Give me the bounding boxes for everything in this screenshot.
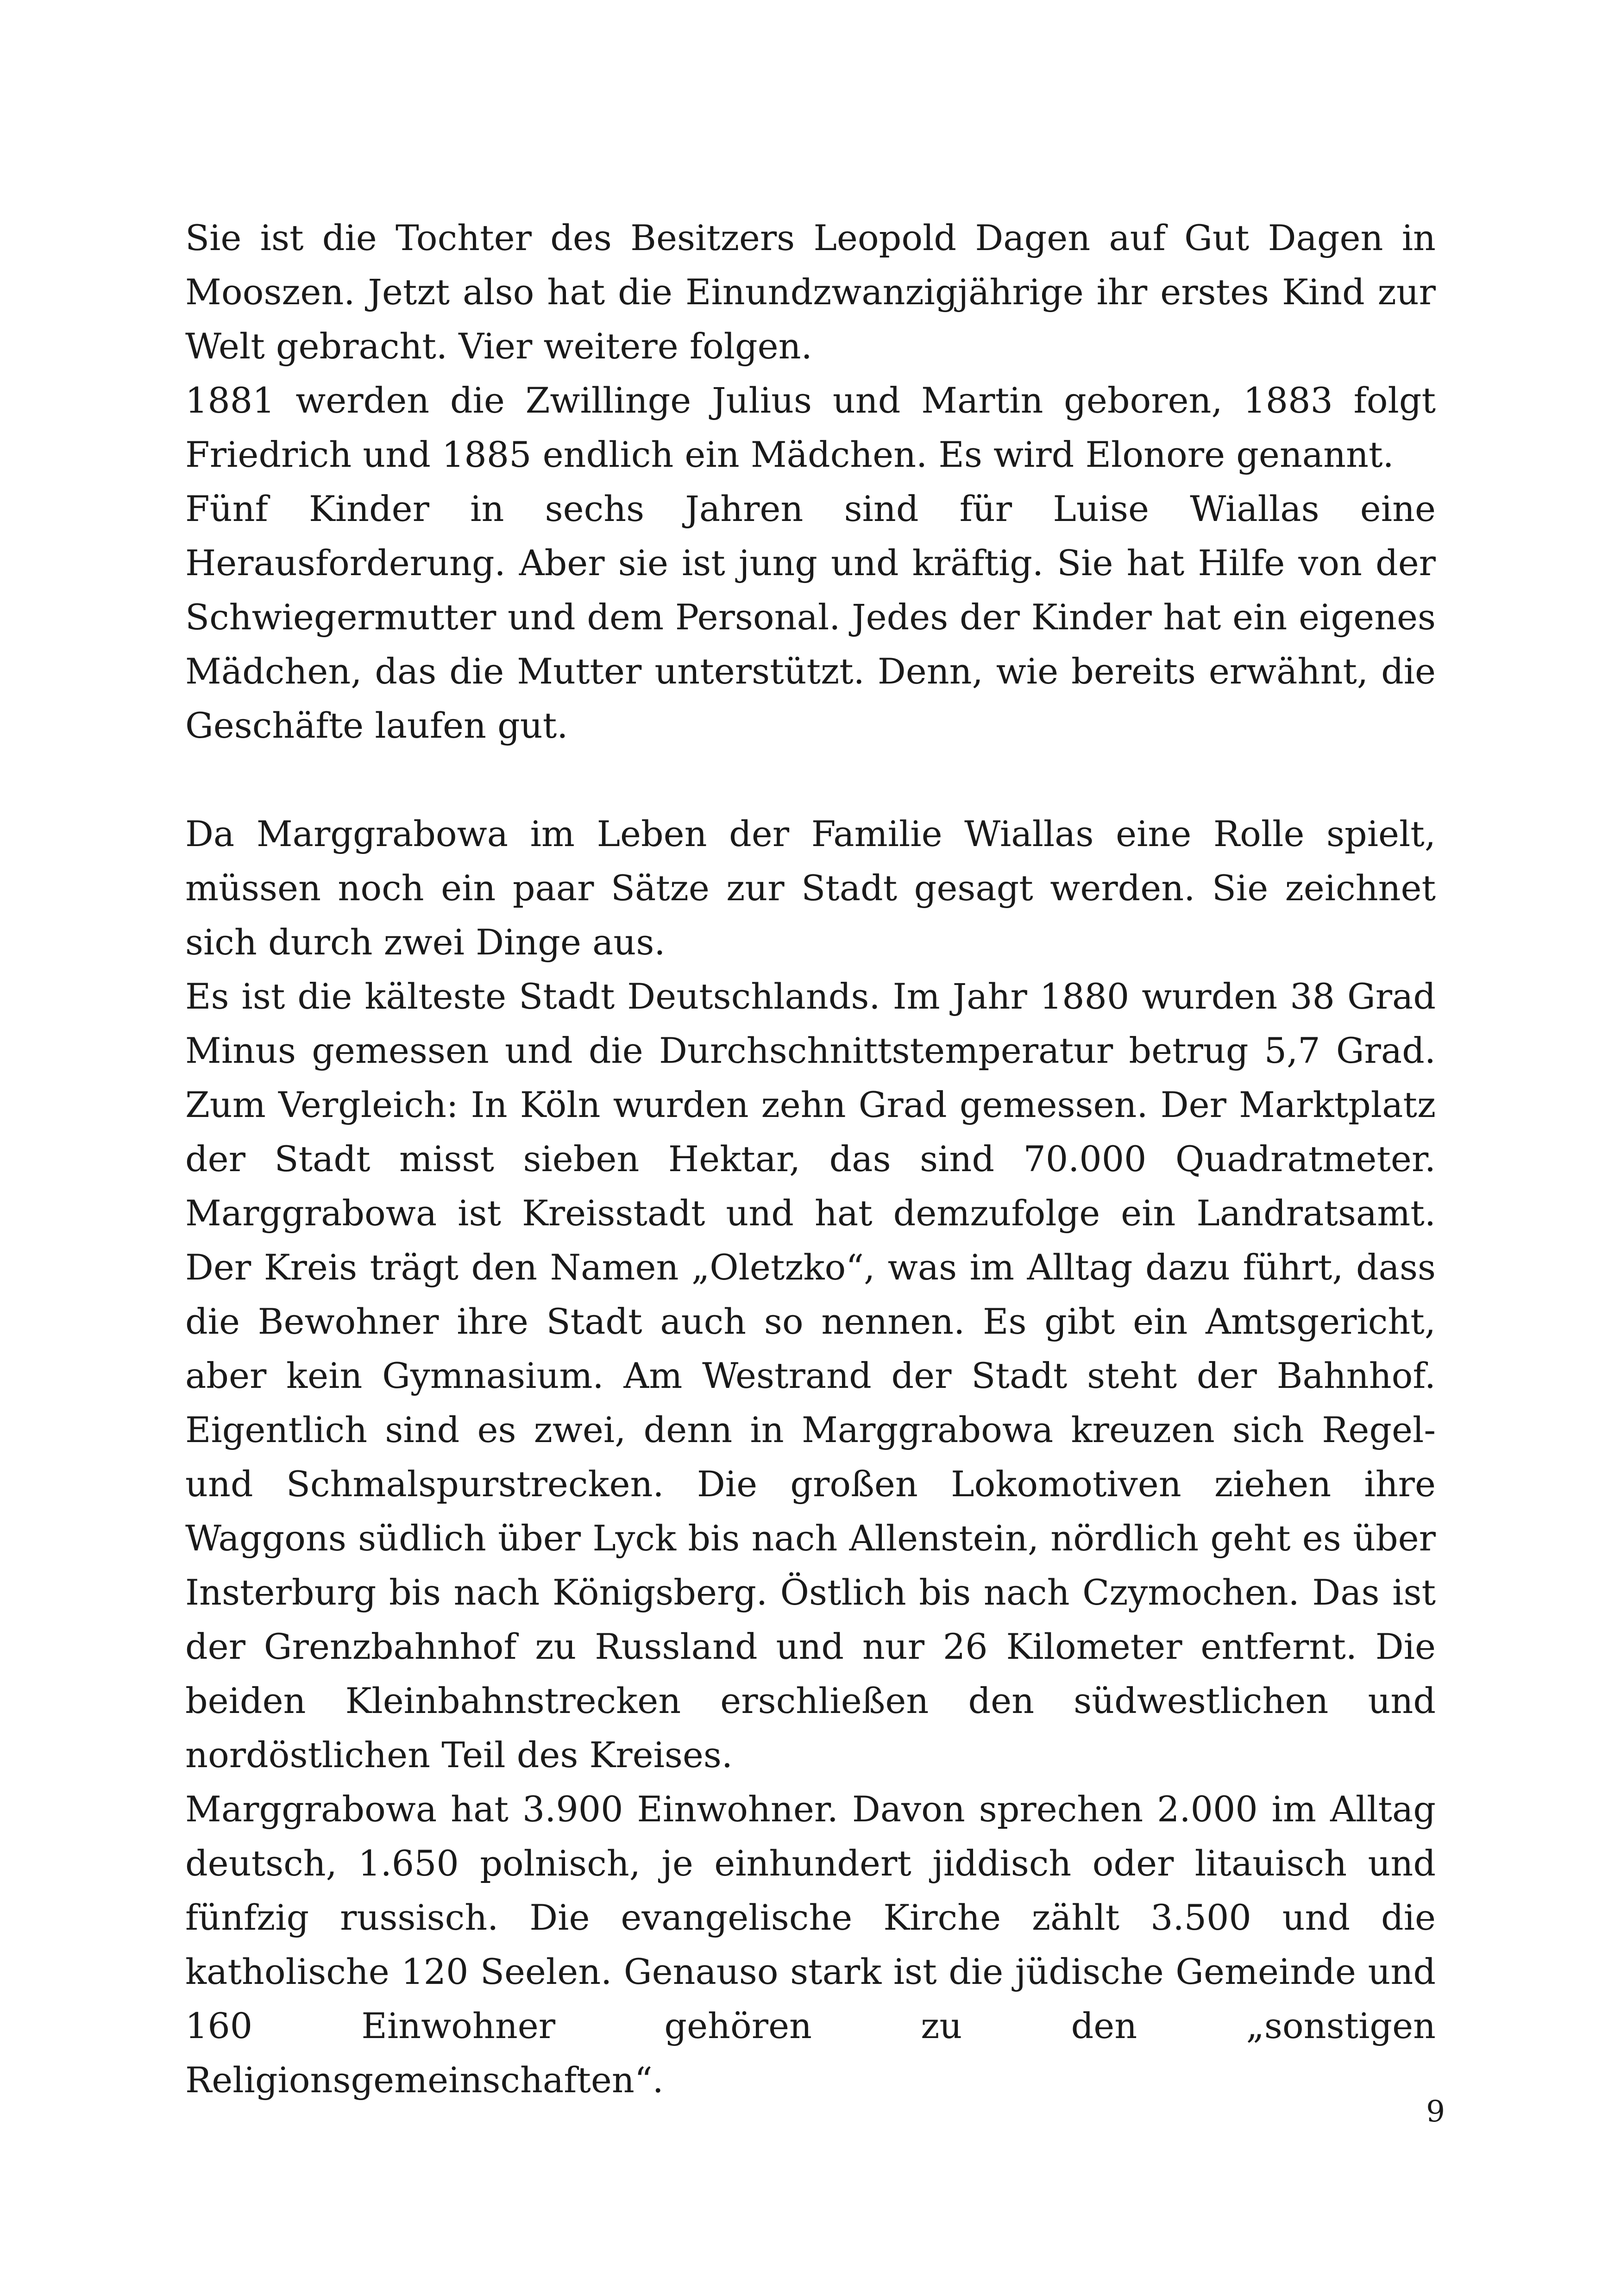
paragraph-household: Fünf Kinder in sechs Jahren sind für Luise Wiallas eine Herausforderung. Aber sie ist jung und kräftig. Sie hat Hilfe von der Schwiegermutter und dem Personal. Jedes der Kinder hat ein eigenes Mädchen, das die Mutter unterstützt. Denn, wie bereits erwähnt, die Geschäfte laufen gut. (185, 488, 1436, 746)
page-number: 9 (1426, 2095, 1445, 2129)
paragraph-marggrabowa-intro: Da Marggrabowa im Leben der Familie Wiallas eine Rolle spielt, müssen noch ein paar Sätze zur Stadt gesagt werden. Sie zeichnet sich durch zwei Dinge aus. (185, 813, 1436, 963)
paragraph-children-births: 1881 werden die Zwillinge Julius und Martin geboren, 1883 folgt Friedrich und 1885 endlich ein Mädchen. Es wird Elonore genannt. (185, 380, 1436, 475)
body-text (185, 211, 1436, 2107)
paragraph-town-description: Es ist die kälteste Stadt Deutschlands. Im Jahr 1880 wurden 38 Grad Minus gemessen und die Durchschnittstemperatur betrug 5,7 Grad. Zum Vergleich: In Köln wurden zehn Grad gemessen. Der Marktplatz der Stadt misst sieben Hektar, das sind 70.000 Quadratmeter. Marggrabowa ist Kreisstadt und hat demzufolge ein Landratsamt. Der Kreis trägt den Namen „Oletzko“, was im Alltag dazu führt, dass die Bewohner ihre Stadt auch so nennen. Es gibt ein Amtsgericht, aber kein Gymnasium. Am Westrand der Stadt steht der Bahnhof. Eigentlich sind es zwei, denn in Marggrabowa kreuzen sich Regel- und Schmalspurstrecken. Die großen Lokomotiven ziehen ihre Waggons südlich über Lyck bis nach Allenstein, nördlich geht es über Insterburg bis nach Königsberg. Östlich bis nach Czymochen. Das ist der Grenzbahnhof zu Russland und nur 26 Kilometer entfernt. Die beiden Kleinbahnstrecken erschließen den südwestlichen und nordöstlichen Teil des Kreises. (185, 976, 1436, 1775)
paragraph-dagen-family: Sie ist die Tochter des Besitzers Leopold Dagen auf Gut Dagen in Mooszen. Jetzt also hat die Einundzwanzigjährige ihr erstes Kind zur Welt gebracht. Vier weitere folgen. (185, 217, 1436, 367)
paragraph-spacer (185, 753, 1436, 807)
paragraph-population: Marggrabowa hat 3.900 Einwohner. Davon sprechen 2.000 im Alltag deutsch, 1.650 polnisch, je einhundert jiddisch oder litauisch und fünfzig russisch. Die evangelische Kirche zählt 3.500 und die katholische 120 Seelen. Genauso stark ist die jüdische Gemeinde und 160 Einwohner gehören zu den „sonstigen Religionsgemeinschaften“. (185, 1788, 1436, 2101)
